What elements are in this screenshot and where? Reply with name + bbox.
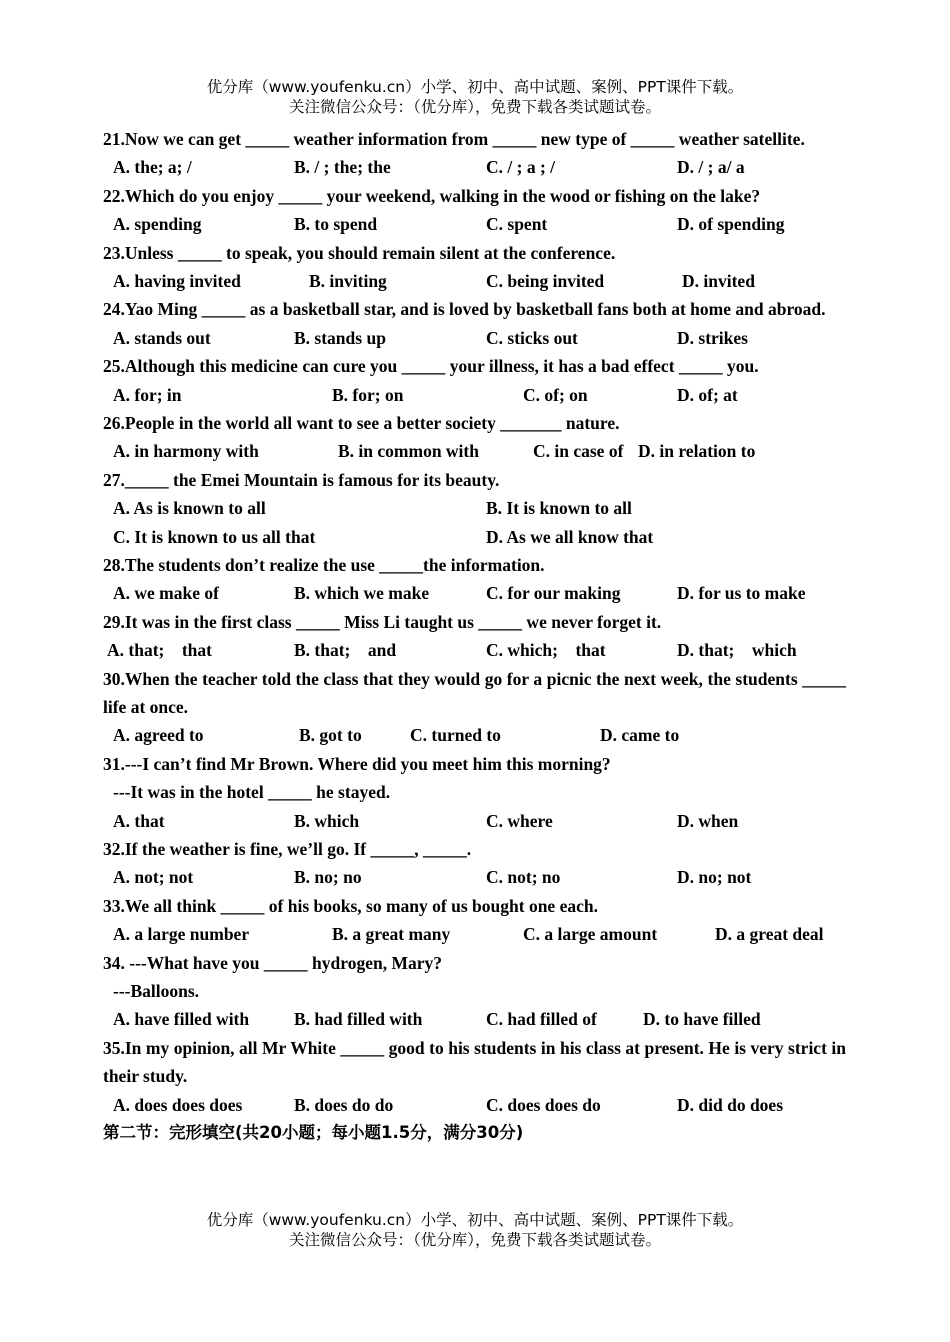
question-stem: 28.The students don’t realize the use _____the information. [103,554,545,575]
option-b: B. stands up [294,327,386,348]
option-a: A. stands out [113,327,211,348]
option-d: D. no; not [677,867,752,888]
option-a: A. a large number [113,924,250,945]
option-a: A. the; a; / [113,157,192,178]
question-stem: 26.People in the world all want to see a better society _______ nature. [103,412,620,433]
option-d: D. to have filled [643,1009,761,1030]
option-b: B. / ; the; the [294,157,391,178]
option-d: D. invited [682,271,755,291]
option-row [103,210,846,238]
option-d: D. in relation to [638,441,756,462]
option-b: B. to spend [294,214,378,235]
question-list [103,125,846,1147]
option-a: A. not; not [113,867,194,888]
option-a: A. have filled with [113,1009,250,1030]
option-c: C. not; no [486,867,561,888]
option-a: A. does does does [113,1094,243,1115]
option-c: C. where [486,810,553,831]
option-row [103,1005,846,1033]
option-d: D. when [677,810,739,831]
option-row [103,381,846,409]
option-row [103,863,846,891]
section-title: 第二节：完形填空(共20小题；每小题1.5分，满分30分) [103,1122,524,1142]
question-stem: 34. ---What have you _____ hydrogen, Mary? [103,952,442,973]
question-reply: ---It was in the hotel _____ he stayed. [113,782,391,803]
option-c: C. / ; a ; / [486,157,556,178]
option-a: A. that; that [107,640,212,661]
option-d: D. of; at [677,384,738,405]
option-c: C. of; on [523,384,588,405]
option-c: C. sticks out [486,327,578,348]
option-d: D. strikes [677,327,748,348]
option-d: D. / ; a/ a [677,157,745,178]
option-a: A. agreed to [113,725,204,746]
option-row [103,579,846,607]
option-b: B. does do do [294,1094,394,1115]
option-a: A. that [113,810,165,831]
question-reply: ---Balloons. [113,980,200,1001]
option-b: B. in common with [338,441,479,462]
option-a: A. for; in [113,384,182,405]
question-stem: 33.We all think _____ of his books, so many of us bought one each. [103,895,598,916]
option-b: B. had filled with [294,1009,423,1030]
option-b: B. a great many [332,924,451,945]
option-d: D. that; which [677,640,797,661]
option-row [103,721,846,749]
option-row [103,324,846,352]
option-a: A. As is known to all [113,498,266,519]
option-c: C. which; that [486,640,606,661]
option-c: C. It is known to us all that [113,526,316,547]
question-stem: 32.If the weather is fine, we’ll go. If _____, _____. [103,838,472,859]
option-a: A. having invited [113,271,241,291]
option-b: B. which [294,810,360,831]
page-header [0,77,950,117]
footer-line-1: 优分库（www.youfenku.cn）小学、初中、高中试题、案例、PPT课件下载。 [206,1211,744,1229]
option-b: B. no; no [294,867,362,888]
option-c: C. being invited [486,271,605,291]
page-footer [0,1210,950,1250]
option-b: B. that; and [294,640,397,661]
option-b: B. got to [299,725,362,746]
question-stem: 35.In my opinion, all Mr White _____ good to his students in his class at present. He is very strict in their study. [103,1037,846,1087]
question-stem: 31.---I can’t find Mr Brown. Where did you meet him this morning? [103,753,611,774]
option-c: C. a large amount [523,924,658,945]
option-d: D. did do does [677,1094,784,1115]
option-a: A. spending [113,214,202,235]
option-d: D. of spending [677,214,785,235]
question-stem: 21.Now we can get _____ weather information from _____ new type of _____ weather satellite. [103,129,805,149]
option-row [103,920,846,948]
option-c: C. in case of [533,441,624,462]
option-c: C. does does do [486,1094,601,1115]
header-line-1: 优分库（www.youfenku.cn）小学、初中、高中试题、案例、PPT课件下载。 [206,78,744,96]
option-row [103,523,846,551]
option-row [103,267,846,295]
option-row [103,494,846,522]
option-row [103,437,846,465]
option-c: C. turned to [410,725,501,746]
option-d: D. As we all know that [486,526,654,547]
question-stem: 30.When the teacher told the class that they would go for a picnic the next week, the students _____ life at once. [103,668,846,717]
option-b: B. inviting [309,271,387,291]
option-a: A. in harmony with [113,441,259,462]
option-row [103,807,846,835]
option-b: B. for; on [332,384,404,405]
option-d: D. came to [600,725,680,746]
option-b: B. which we make [294,583,430,604]
option-row [103,636,846,664]
option-row [103,1091,846,1119]
question-stem: 29.It was in the first class _____ Miss Li taught us _____ we never forget it. [103,611,662,632]
question-stem: 27._____ the Emei Mountain is famous for its beauty. [103,469,500,490]
question-stem: 22.Which do you enjoy _____ your weekend, walking in the wood or fishing on the lake? [103,185,761,206]
option-a: A. we make of [113,583,219,604]
question-stem: 24.Yao Ming _____ as a basketball star, and is loved by basketball fans both at home and abroad. [103,299,826,320]
option-c: C. spent [486,214,548,235]
option-d: D. for us to make [677,583,806,604]
option-d: D. a great deal [715,924,824,945]
question-stem: 25.Although this medicine can cure you _____ your illness, it has a bad effect _____ you. [103,356,759,377]
header-line-2: 关注微信公众号：（优分库），免费下载各类试题试卷。 [288,98,661,116]
option-b: B. It is known to all [486,498,632,519]
option-row [103,153,846,181]
option-c: C. for our making [486,583,621,604]
footer-line-2: 关注微信公众号：（优分库），免费下载各类试题试卷。 [288,1231,661,1249]
question-stem: 23.Unless _____ to speak, you should remain silent at the conference. [103,242,616,263]
option-c: C. had filled of [486,1009,597,1030]
